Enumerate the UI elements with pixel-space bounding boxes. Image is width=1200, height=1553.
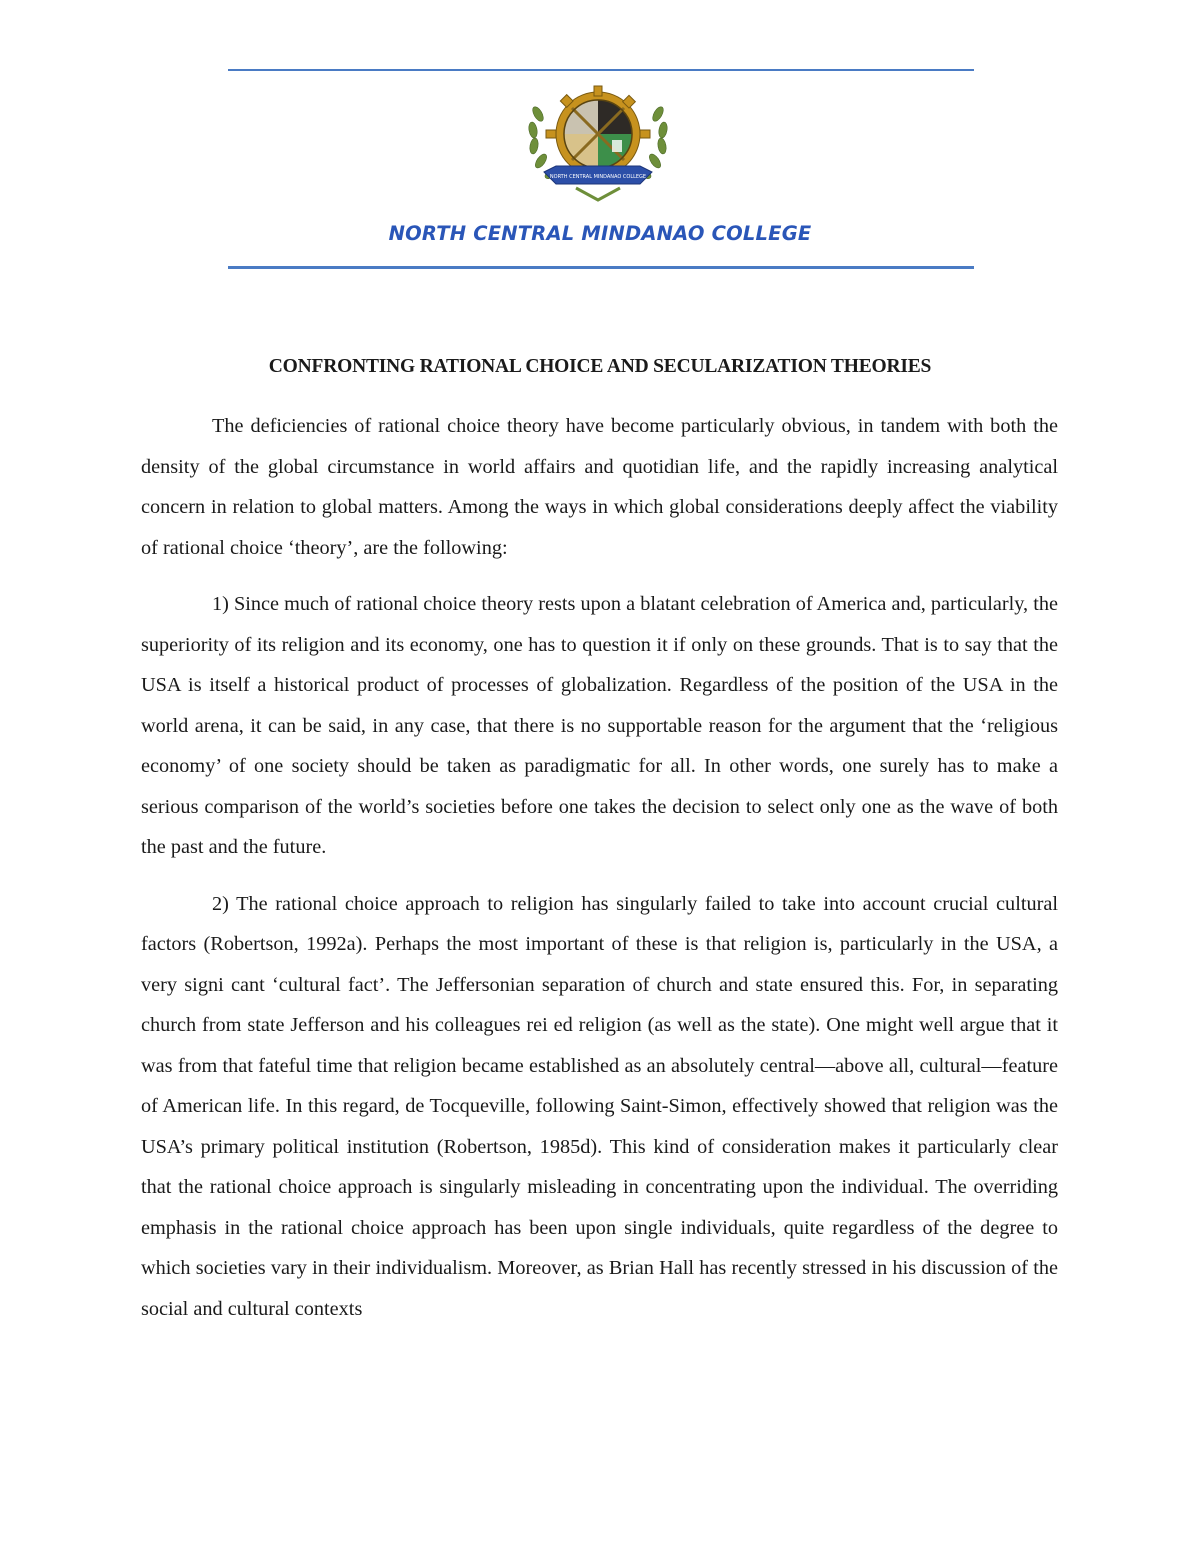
- document-title: CONFRONTING RATIONAL CHOICE AND SECULARIZATION THEORIES: [268, 356, 932, 377]
- seal-ribbon-text: NORTH CENTRAL MINDANAO COLLEGE: [549, 174, 647, 180]
- college-name: NORTH CENTRAL MINDANAO COLLEGE: [388, 222, 812, 245]
- body-paragraph: The deficiencies of rational choice theory have become particularly obvious, in tandem with both the density of the global circumstance in world affairs and quotidian life, and the rapidly increasing analytical concern in relation to global matters. Among the ways in which global considerations deeply affect the viability of rational choice ‘theory’, are the following:: [141, 415, 1058, 559]
- body-paragraph: 1) Since much of rational choice theory rests upon a blatant celebration of America and, particularly, the superiority of its religion and its economy, one has to question it if only on these grounds. That is to say that the USA is itself a historical product of processes of globalization. Regardless of the position of the USA in the world arena, it can be said, in any case, that there is no supportable reason for the argument that the ‘religious economy’ of one society should be taken as paradigmatic for all. In other words, one surely has to make a serious comparison of the world’s societies before one takes the decision to select only one as the wave of both the past and the future.: [141, 593, 1058, 858]
- college-seal-logo: [524, 84, 672, 206]
- header-bottom-rule: [228, 266, 974, 269]
- document-body: [141, 406, 1058, 1329]
- body-paragraph: 2) The rational choice approach to religion has singularly failed to take into account crucial cultural factors (Robertson, 1992a). Perhaps the most important of these is that religion is, particularly in the USA, a very signi cant ‘cultural fact’. The Jeffersonian separation of church and state ensured this. For, in separating church from state Jefferson and his colleagues rei ed religion (as well as the state). One might well argue that it was from that fateful time that religion became established as an absolutely central—above all, cultural—feature of American life. In this regard, de Tocqueville, following Saint-Simon, effectively showed that religion was the USA’s primary political institution (Robertson, 1985d). This kind of consideration makes it particularly clear that the rational choice approach is singularly misleading in concentrating upon the individual. The overriding emphasis in the rational choice approach has been upon single individuals, quite regardless of the degree to which societies vary in their individualism. Moreover, as Brian Hall has recently stressed in his discussion of the social and cultural contexts: [141, 892, 1058, 1320]
- header-top-rule: [228, 69, 974, 71]
